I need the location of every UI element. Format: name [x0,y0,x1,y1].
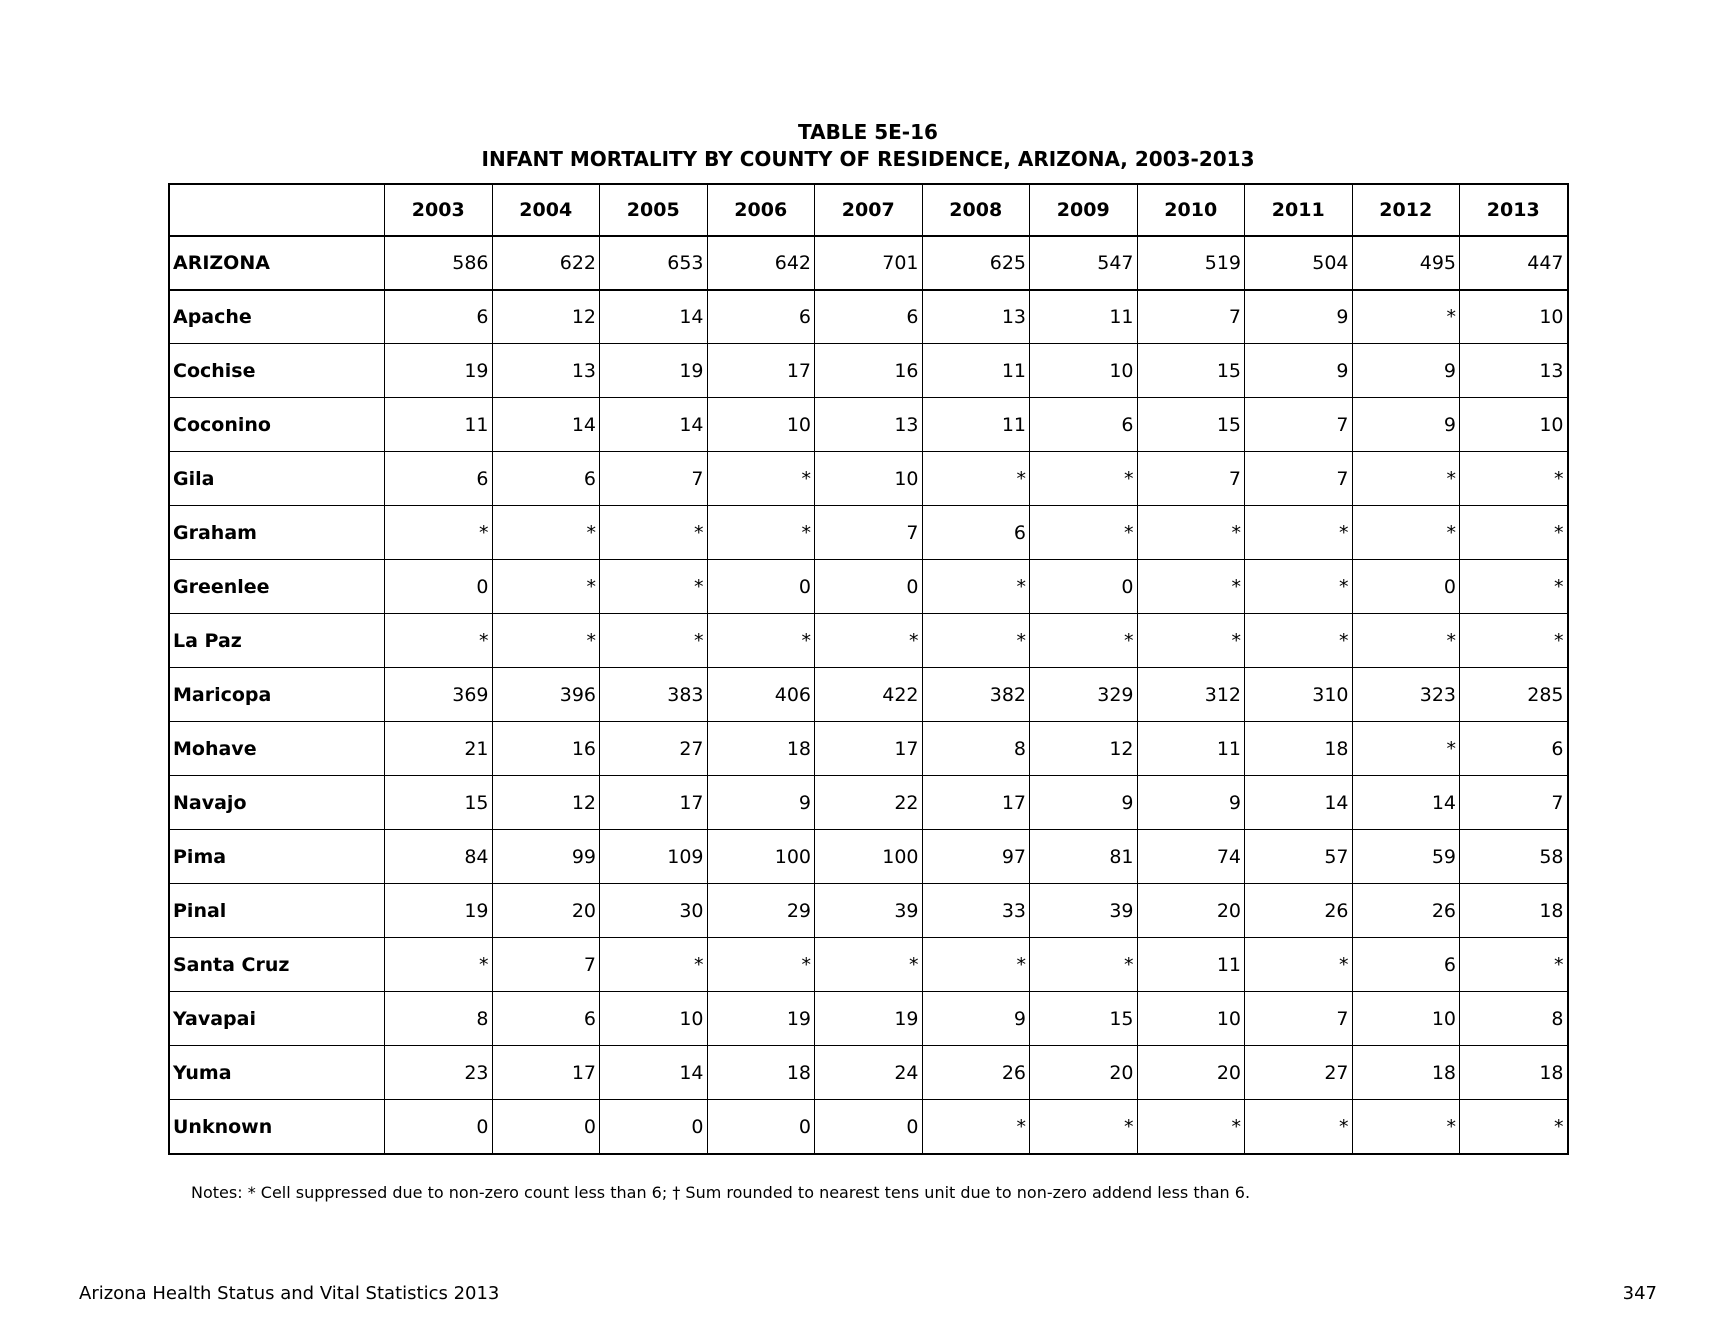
table-row [170,668,1568,722]
table-row [170,830,1568,884]
county-name-cell: Pima [170,830,385,884]
table-row [170,506,1568,560]
value-cell: 9 [707,776,815,830]
value-cell: 11 [385,398,493,452]
value-cell: * [1030,938,1138,992]
value-cell: 8 [1460,992,1568,1046]
value-cell: * [922,938,1030,992]
table-row [170,1046,1568,1100]
county-name-cell: Greenlee [170,560,385,614]
value-cell: 14 [492,398,600,452]
value-cell: 18 [1460,884,1568,938]
value-cell: 26 [1245,884,1353,938]
table-row [170,776,1568,830]
county-name-cell: Yavapai [170,992,385,1046]
value-cell: 0 [707,1100,815,1154]
year-header: 2010 [1137,185,1245,236]
value-cell: 74 [1137,830,1245,884]
table-row [170,344,1568,398]
value-cell: 323 [1352,668,1460,722]
footer-publication: Arizona Health Status and Vital Statistics 2013 [79,1283,500,1304]
value-cell: 19 [385,884,493,938]
value-cell: 642 [707,236,815,290]
county-name-cell: Coconino [170,398,385,452]
header-row [170,185,1568,236]
table-row [170,560,1568,614]
year-header: 2003 [385,185,493,236]
value-cell: * [1460,560,1568,614]
value-cell: 7 [492,938,600,992]
year-header: 2007 [815,185,923,236]
value-cell: 19 [385,344,493,398]
value-cell: 329 [1030,668,1138,722]
value-cell: 406 [707,668,815,722]
value-cell: 20 [1137,1046,1245,1100]
value-cell: 0 [707,560,815,614]
value-cell: * [815,938,923,992]
value-cell: 84 [385,830,493,884]
value-cell: 447 [1460,236,1568,290]
table-row [170,290,1568,344]
value-cell: 22 [815,776,923,830]
value-cell: * [600,506,708,560]
value-cell: * [1137,560,1245,614]
value-cell: 0 [385,560,493,614]
value-cell: 11 [922,344,1030,398]
value-cell: 26 [922,1046,1030,1100]
year-header: 2012 [1352,185,1460,236]
value-cell: 18 [707,722,815,776]
value-cell: 504 [1245,236,1353,290]
value-cell: 0 [600,1100,708,1154]
value-cell: 0 [492,1100,600,1154]
value-cell: 10 [600,992,708,1046]
value-cell: 7 [1245,452,1353,506]
county-name-cell: Graham [170,506,385,560]
value-cell: 0 [1030,560,1138,614]
value-cell: 7 [1137,290,1245,344]
value-cell: 6 [492,452,600,506]
value-cell: 57 [1245,830,1353,884]
value-cell: 586 [385,236,493,290]
value-cell: 29 [707,884,815,938]
value-cell: 24 [815,1046,923,1100]
value-cell: 6 [492,992,600,1046]
value-cell: 382 [922,668,1030,722]
value-cell: 19 [600,344,708,398]
value-cell: 9 [1352,398,1460,452]
value-cell: * [707,452,815,506]
value-cell: 9 [1030,776,1138,830]
value-cell: 7 [815,506,923,560]
county-name-cell: Unknown [170,1100,385,1154]
value-cell: 15 [1030,992,1138,1046]
page-number: 347 [1622,1283,1657,1304]
value-cell: * [1460,1100,1568,1154]
value-cell: 11 [1137,722,1245,776]
value-cell: 0 [385,1100,493,1154]
value-cell: 13 [492,344,600,398]
value-cell: 7 [1460,776,1568,830]
value-cell: * [922,560,1030,614]
value-cell: * [922,614,1030,668]
value-cell: 7 [600,452,708,506]
value-cell: 97 [922,830,1030,884]
value-cell: 0 [815,1100,923,1154]
value-cell: 6 [1030,398,1138,452]
value-cell: 18 [1352,1046,1460,1100]
value-cell: * [1245,614,1353,668]
county-name-cell: Yuma [170,1046,385,1100]
value-cell: 12 [492,290,600,344]
value-cell: 18 [707,1046,815,1100]
infant-mortality-table [169,184,1568,1154]
value-cell: 6 [385,452,493,506]
county-name-cell: ARIZONA [170,236,385,290]
county-name-cell: La Paz [170,614,385,668]
value-cell: 9 [922,992,1030,1046]
value-cell: * [1245,1100,1353,1154]
value-cell: 17 [922,776,1030,830]
value-cell: 13 [1460,344,1568,398]
county-name-cell: Santa Cruz [170,938,385,992]
value-cell: 7 [1245,398,1353,452]
value-cell: 10 [1030,344,1138,398]
value-cell: 0 [815,560,923,614]
value-cell: 19 [815,992,923,1046]
table-row [170,884,1568,938]
value-cell: * [1030,506,1138,560]
value-cell: 6 [922,506,1030,560]
value-cell: 422 [815,668,923,722]
value-cell: 6 [815,290,923,344]
value-cell: 7 [1245,992,1353,1046]
value-cell: 10 [707,398,815,452]
value-cell: * [1460,452,1568,506]
value-cell: 27 [600,722,708,776]
table-row [170,722,1568,776]
table-row [170,938,1568,992]
value-cell: 547 [1030,236,1138,290]
value-cell: * [707,506,815,560]
value-cell: 9 [1137,776,1245,830]
table-row [170,614,1568,668]
value-cell: 14 [1245,776,1353,830]
value-cell: * [1352,452,1460,506]
value-cell: 7 [1137,452,1245,506]
value-cell: 10 [1352,992,1460,1046]
value-cell: * [1352,290,1460,344]
value-cell: 6 [385,290,493,344]
value-cell: 622 [492,236,600,290]
value-cell: 6 [1352,938,1460,992]
value-cell: * [707,938,815,992]
value-cell: * [492,506,600,560]
value-cell: 396 [492,668,600,722]
value-cell: * [1245,506,1353,560]
value-cell: 9 [1245,344,1353,398]
value-cell: 653 [600,236,708,290]
value-cell: 12 [1030,722,1138,776]
value-cell: 15 [1137,398,1245,452]
value-cell: 625 [922,236,1030,290]
county-name-cell: Pinal [170,884,385,938]
value-cell: 6 [707,290,815,344]
value-cell: * [1137,506,1245,560]
value-cell: 20 [1137,884,1245,938]
county-name-cell: Cochise [170,344,385,398]
value-cell: * [1460,938,1568,992]
value-cell: * [1352,506,1460,560]
value-cell: * [1030,614,1138,668]
value-cell: 10 [1137,992,1245,1046]
value-cell: 701 [815,236,923,290]
value-cell: * [492,560,600,614]
value-cell: * [385,614,493,668]
value-cell: 99 [492,830,600,884]
value-cell: * [1245,560,1353,614]
county-name-cell: Mohave [170,722,385,776]
value-cell: 0 [1352,560,1460,614]
year-header: 2011 [1245,185,1353,236]
table-number: TABLE 5E-16 [798,120,938,144]
value-cell: 18 [1245,722,1353,776]
value-cell: 383 [600,668,708,722]
value-cell: 27 [1245,1046,1353,1100]
table-title [169,119,1567,173]
value-cell: 8 [922,722,1030,776]
value-cell: 10 [1460,398,1568,452]
value-cell: 20 [492,884,600,938]
value-cell: 19 [707,992,815,1046]
value-cell: 15 [1137,344,1245,398]
value-cell: 100 [815,830,923,884]
value-cell: 13 [922,290,1030,344]
value-cell: 13 [815,398,923,452]
value-cell: 12 [492,776,600,830]
year-header: 2006 [707,185,815,236]
value-cell: 312 [1137,668,1245,722]
value-cell: 16 [815,344,923,398]
year-header: 2005 [600,185,708,236]
value-cell: * [385,938,493,992]
value-cell: 17 [707,344,815,398]
value-cell: 39 [815,884,923,938]
value-cell: 11 [1137,938,1245,992]
value-cell: * [1460,506,1568,560]
value-cell: * [385,506,493,560]
value-cell: 9 [1352,344,1460,398]
value-cell: 519 [1137,236,1245,290]
value-cell: 33 [922,884,1030,938]
value-cell: * [1030,452,1138,506]
value-cell: 16 [492,722,600,776]
value-cell: * [922,1100,1030,1154]
county-name-cell: Navajo [170,776,385,830]
value-cell: * [1137,614,1245,668]
value-cell: 10 [1460,290,1568,344]
table-body [170,236,1568,1154]
value-cell: 369 [385,668,493,722]
value-cell: * [1352,614,1460,668]
value-cell: 20 [1030,1046,1138,1100]
value-cell: 14 [1352,776,1460,830]
table-row [170,236,1568,290]
value-cell: 14 [600,398,708,452]
year-header: 2009 [1030,185,1138,236]
county-name-cell: Apache [170,290,385,344]
value-cell: * [1030,1100,1138,1154]
value-cell: 18 [1460,1046,1568,1100]
value-cell: 8 [385,992,493,1046]
value-cell: * [1245,938,1353,992]
value-cell: * [492,614,600,668]
value-cell: * [600,938,708,992]
table-notes: Notes: * Cell suppressed due to non-zero count less than 6; † Sum rounded to nearest tens unit due to non-zero addend less than 6. [191,1183,1251,1202]
value-cell: * [922,452,1030,506]
value-cell: 81 [1030,830,1138,884]
value-cell: 495 [1352,236,1460,290]
year-header: 2013 [1460,185,1568,236]
corner-cell [170,185,385,236]
value-cell: 100 [707,830,815,884]
value-cell: 310 [1245,668,1353,722]
county-name-cell: Maricopa [170,668,385,722]
value-cell: 6 [1460,722,1568,776]
value-cell: * [1352,722,1460,776]
value-cell: 14 [600,1046,708,1100]
value-cell: 17 [600,776,708,830]
year-header: 2004 [492,185,600,236]
value-cell: * [600,560,708,614]
value-cell: 58 [1460,830,1568,884]
county-name-cell: Gila [170,452,385,506]
value-cell: 30 [600,884,708,938]
value-cell: * [1137,1100,1245,1154]
table-row [170,1100,1568,1154]
value-cell: 26 [1352,884,1460,938]
value-cell: 17 [492,1046,600,1100]
value-cell: * [600,614,708,668]
table-row [170,398,1568,452]
value-cell: * [815,614,923,668]
table-row [170,452,1568,506]
value-cell: * [707,614,815,668]
value-cell: 39 [1030,884,1138,938]
value-cell: 11 [1030,290,1138,344]
value-cell: 11 [922,398,1030,452]
table-caption: INFANT MORTALITY BY COUNTY OF RESIDENCE, ARIZONA, 2003-2013 [481,147,1255,171]
value-cell: 9 [1245,290,1353,344]
value-cell: 14 [600,290,708,344]
value-cell: 109 [600,830,708,884]
value-cell: 17 [815,722,923,776]
value-cell: 59 [1352,830,1460,884]
value-cell: 285 [1460,668,1568,722]
value-cell: * [1460,614,1568,668]
value-cell: 21 [385,722,493,776]
value-cell: 15 [385,776,493,830]
value-cell: 23 [385,1046,493,1100]
table-row [170,992,1568,1046]
value-cell: 10 [815,452,923,506]
year-header: 2008 [922,185,1030,236]
value-cell: * [1352,1100,1460,1154]
